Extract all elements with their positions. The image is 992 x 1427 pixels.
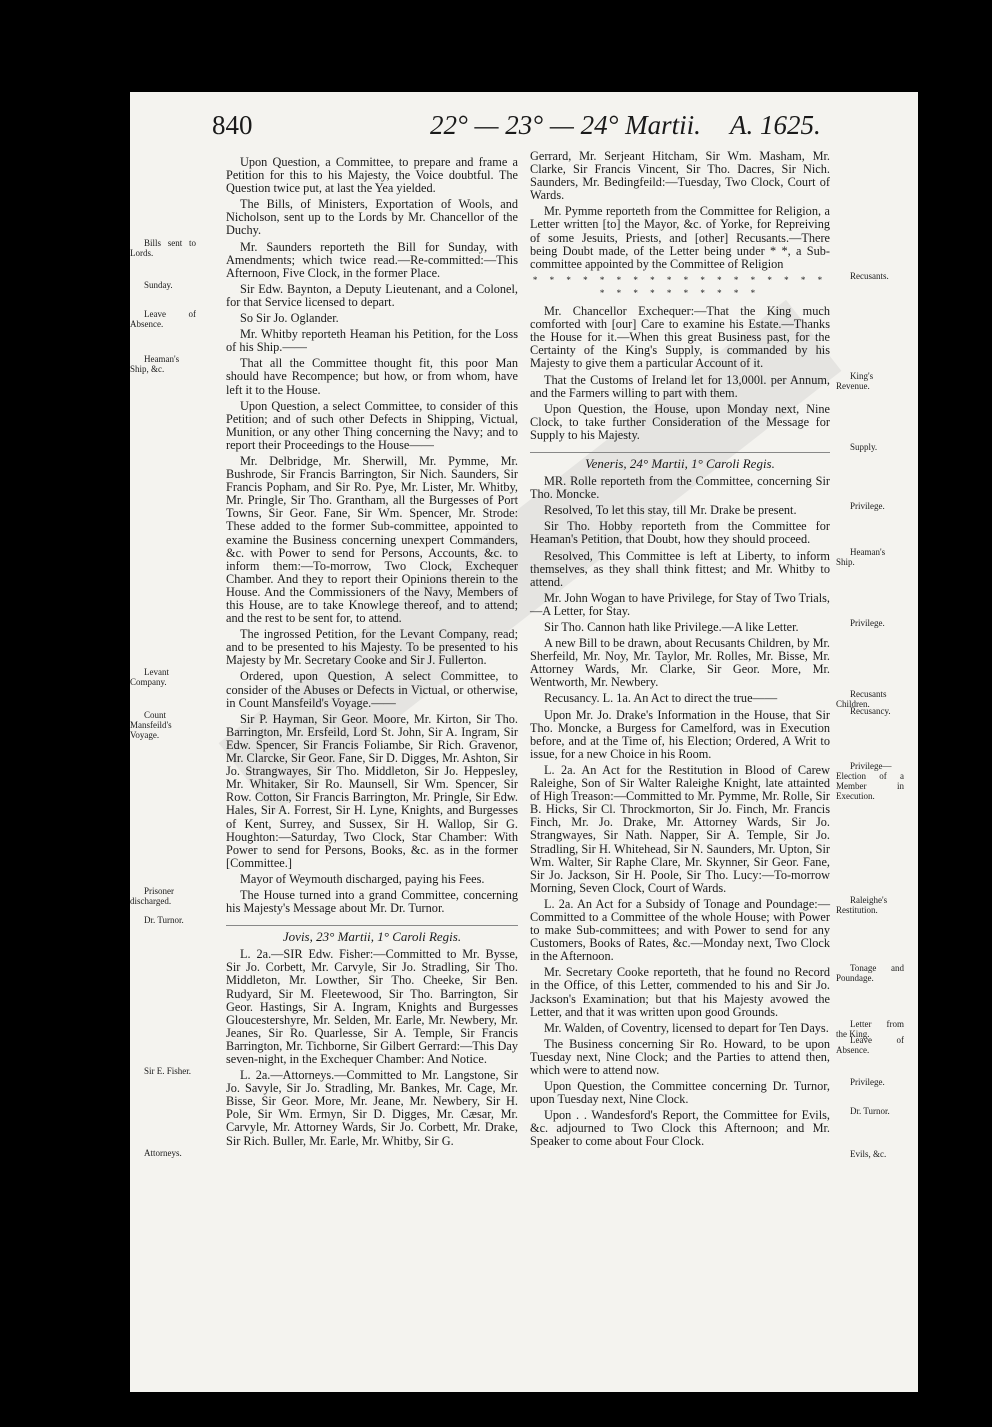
margin-note: Leave of Absence.: [836, 1034, 904, 1055]
margin-note: Sunday.: [144, 279, 173, 290]
entry-text: Gerrard, Mr. Serjeant Hitcham, Sir Wm. Masham, Mr. Clarke, Sir Francis Vincent, Sir Tho. Dacres, Sir Nich. Saunders, Mr. Bedingfeild:—Tuesday, Two Clock, Court of Wards.: [530, 149, 830, 203]
entry-text: Upon Mr. Jo. Drake's Information in the House, that Sir Tho. Moncke, a Burgess for Camelford, was in Execution before, and at the Time of, his Election; Ordered, A Writ to issue, for a new Choice in his Room.: [530, 707, 830, 761]
margin-note: Levant Company.: [130, 667, 169, 688]
entry-text: The Business concerning Sir Ro. Howard, to be upon Tuesday next, Nine Clock; and the Parties to attend then, which were to attend now.: [530, 1036, 830, 1077]
margin-note: Letter from the King.: [836, 1018, 904, 1039]
entry-text: Mr. Delbridge, Mr. Sherwill, Mr. Pymme, Mr. Bushrode, Sir Francis Barrington, Sir Nich. Saunders, Sir Francis Popham, and Sir Ro. Pye, Mr. Lister, Mr. Whitby, Mr. Pringle, Sir Tho. Grantham, all the Burgesses of Port Towns, Sir Geor. Fane, Sir Wm. Spencer, Mr. Strode: These added to the former Sub-committee, appointed to examine the Business concerning unexpert Commanders, &c. with Power to send for Persons, Accounts, &c. to inform them:—To-morrow, Two Clock, Exchequer Chamber. And they to report their Opinions therein to the House. And the Commissioners of the Navy, Members of this House, are to take Knowlege thereof, and to attend; and the rest to be sent for, to attend.: [226, 453, 518, 626]
journal-page: [130, 92, 918, 1392]
entry-text: Recusancy. L. 1a. An Act to direct the true——: [544, 691, 778, 706]
journal-entry: [530, 519, 886, 567]
page-dates: 22° — 23° — 24° Martii.: [430, 110, 701, 140]
margin-note: Count Mansfeild's Voyage.: [130, 709, 172, 740]
day-heading: Veneris, 24° Martii, 1° Caroli Regis.: [530, 452, 830, 470]
margin-note: Privilege.: [850, 501, 885, 512]
entry-text: That all the Committee thought fit, this poor Man should have Recompence; but how, or from whom, have left it to the House.: [226, 356, 518, 397]
margin-note: Dr. Turnor.: [144, 915, 184, 926]
omission-stars: * * * * * * * * * * * * * * * * * * * * * * * * * * * *: [532, 274, 828, 298]
margin-note: Supply.: [850, 441, 878, 452]
entry-text: Sir P. Hayman, Sir Geor. Moore, Mr. Kirton, Sir Tho. Barrington, Mr. Ersfeild, Lord St. John, Sir A. Ingram, Sir Edw. Spencer, Sir Francis Foliambe, Sir Rich. Gravenor, Mr. Clarcke, Sir Geor. Fane, Sir D. Digges, Mr. Ashton, Sir Jo. Strangwayes, Sir Tho. Middleton, Sir Jo. Heppesley, Mr. Whitaker, Sir Ro. Maunsell, Sir Wm. Spencer, Sir Row. Cotton, Sir Francis Barrington, Mr. Pringle, Sir Edw. Hales, Sir A. Forrest, Sir H. Lyne, Knights, and Burgesses of Kent, Surrey, and Sussex, Sir H. Wallop, Sir G. Houghton:—Saturday, Two Clock, Star Chamber: With Power to send for Persons, Books, &c. as in the former [Committee.]: [226, 711, 518, 870]
margin-note: King's Revenue.: [836, 370, 874, 391]
entry-text: MR. Rolle reporteth from the Committee, concerning Sir Tho. Moncke.: [530, 474, 830, 502]
journal-entry: [226, 713, 518, 870]
page-number: 840: [212, 110, 253, 140]
entry-text: Mr. John Wogan to have Privilege, for Stay of Two Trials,—A Letter, for Stay.: [530, 590, 830, 618]
journal-entry: [530, 204, 889, 281]
journal-entry: [226, 400, 518, 452]
entry-text: L. 2a. An Act for the Restitution in Blood of Carew Raleighe, Son of Sir Walter Raleighe Knight, late attainted of High Treason:—Committed to Mr. Pymme, Mr. Rolle, Sir B. Hicks, Sir Cl. Throckmorton, Sir Jo. Finch, Mr. Francis Finch, Mr. Jo. Drake, Mr. Attorney Wards, Sir Jo. Strangwayes, Sir Nath. Napper, Sir A. Temple, Sir Jo. Stradling, Sir H. Whitehead, Sir N. Saunders, Mr. Upton, Sir Wm. Walter, Sir Raphe Clare, Mr. Skynner, Sir Geor. Fane, Sir Jo. Jackson, Sir H. Poole, Sir Tho. Lucy:—To-morrow Morning, Seven Clock, Court of Wards.: [530, 762, 830, 895]
journal-entry: [226, 357, 518, 396]
journal-entry: [226, 455, 518, 625]
margin-note: Recusants.: [850, 270, 889, 281]
entry-text: That the Customs of Ireland let for 13,000l. per Annum, and the Farmers willing to part with them.: [530, 372, 830, 400]
entry-text: Mr. Secretary Cooke reporteth, that he found no Record in the Office, of this Letter, commended to his and Sir Jo. Jackson's Examination; but that his Majesty avowed the Letter, and that it was written upon good Grounds.: [530, 965, 830, 1019]
entry-text: Mr. Walden, of Coventry, licensed to depart for Ten Days.: [544, 1020, 829, 1035]
journal-entry: [530, 621, 830, 634]
entry-text: Mr. Whitby reporteth Heaman his Petition, for the Loss of his Ship.——: [226, 327, 518, 355]
journal-entry: [144, 947, 518, 1077]
entry-text: Upon . . Wandesford's Report, the Committee for Evils, &c. adjourned to Two Clock this Afternoon; and Mr. Speaker to come about Four Clock.: [530, 1108, 830, 1149]
right-column: [530, 149, 904, 1159]
entry-text: Resolved, To let this stay, till Mr. Drake be present.: [544, 503, 797, 518]
entry-text: Mayor of Weymouth discharged, paying his Fees.: [240, 871, 485, 886]
margin-note: Leave of Absence.: [130, 309, 196, 330]
entry-text: Resolved, This Committee is left at Liberty, to inform themselves, as they shall think fittest; and Mr. Whitby to attend.: [530, 548, 830, 589]
margin-note: Recusancy.: [850, 705, 891, 716]
margin-note: Dr. Turnor.: [850, 1106, 890, 1117]
entry-text: Mr. Pymme reporteth from the Committee for Religion, a Letter written [to] the Mayor, &c. of Yorke, for Repreiving of some Jesuits, Priests, and [other] Recusants.—There being Doubt made, of the Letter being under * *, a Sub-committee appointed by the Committee of Religion: [530, 204, 830, 271]
entry-text: Sir Tho. Hobby reporteth from the Committee for Heaman's Petition, that Doubt, how they should proceed.: [530, 519, 830, 547]
journal-entry: [130, 327, 518, 375]
entry-text: So Sir Jo. Oglander.: [240, 311, 339, 326]
margin-note: Sir E. Fisher.: [144, 1066, 192, 1077]
margin-note: Tonage and Poundage.: [836, 963, 904, 984]
entry-text: L. 2a.—Attorneys.—Committed to Mr. Langstone, Sir Jo. Savyle, Sir Jo. Stradling, Mr. Bankes, Mr. Cage, Mr. Bisse, Sir Geor. More, Mr. Jeane, Mr. Newbery, Sir H. Pole, Sir Wm. Ermyn, Sir D. Digges, Mr. Cæsar, Mr. Carvyle, Mr. Attorney Wards, Sir Jo. Corbett, Mr. Drake, Sir Rich. Buller, Mr. Earle, Mr. Whitby, Sir G.: [226, 1068, 518, 1148]
entry-text: Upon Question, the House, upon Monday next, Nine Clock, to take further Consideration of the Message for Supply to his Majesty.: [530, 401, 830, 442]
left-column: [130, 155, 518, 1158]
entry-text: The ingrossed Petition, for the Levant Company, read; and to be presented to his Majesty. To be presented to his Majesty by Mr. Secretary Cooke and Sir J. Fullerton.: [226, 627, 518, 668]
entry-text: Upon Question, a Committee, to prepare and frame a Petition for this to his Majesty, the Voice doubtful. The Question twice put, at last the Yea yielded.: [226, 155, 518, 196]
margin-note: Bills sent to Lords.: [130, 237, 196, 258]
entry-text: L. 2a.—SIR Edw. Fisher:—Committed to Mr. Bysse, Sir Jo. Corbett, Mr. Carvyle, Sir Jo. Stradling, Sir Tho. Middleton, Mr. Lowther, Sir Tho. Cheeke, Sir Ben. Rudyard, Sir M. Fleetewood, Sir Tho. Barrington, Sir Geor. Hastings, Sir A. Ingram, Knights and Burgesses Gloucestershyre, Mr. Selden, Mr. Earle, Mr. Newbery, Mr. Jeanes, Sir Ro. Quarlesse, Sir A. Temple, Sir Francis Barrington, Mr. Tichborne, Sir Gilbert Gerrard:—This Day seven-night, in the Exchequer Chamber: And Notice.: [226, 947, 518, 1066]
entry-text: Sir Tho. Cannon hath like Privilege.—A like Letter.: [544, 620, 799, 634]
margin-note: Privilege.: [850, 618, 885, 628]
margin-note: Privilege.: [850, 1077, 885, 1088]
entry-text: The Bills, of Ministers, Exportation of Wools, and Nicholson, sent up to the Lords by Mr. Chancellor of the Duchy.: [226, 197, 518, 238]
entry-text: A new Bill to be drawn, about Recusants Children, by Mr. Sherfeild, Mr. Noy, Mr. Taylor, Mr. Rolles, Mr. Bisse, Mr. Attorney Wards, Mr. Clarke, Sir Geor. More, Mr. Wentworth, Mr. Newbery.: [530, 636, 830, 690]
day-heading: Jovis, 23° Martii, 1° Caroli Regis.: [226, 925, 518, 943]
margin-note: Prisoner discharged.: [130, 885, 174, 906]
journal-entry: [226, 156, 518, 195]
entry-text: Mr. Chancellor Exchequer:—That the King much comforted with [our] Care to examine his Estate.—Thanks the House for it.—When this great Business past, for the Certainty of the King's Supply, is commanded by his Majesty to give them a particular Account of it.: [530, 304, 830, 371]
journal-entry: [130, 627, 518, 688]
entry-text: Ordered, upon Question, A select Committee, to consider of the Abuses or Defects in Victual, or otherwise, in Count Mansfeild's Voyage.——: [226, 669, 518, 710]
margin-note: Privilege—Election of a Member in Execution.: [836, 760, 904, 801]
page-year: A. 1625.: [730, 110, 821, 140]
margin-note: Raleighe's Restitution.: [836, 894, 888, 915]
journal-entry: [530, 550, 830, 589]
entry-text: The House turned into a grand Committee, concerning his Majesty's Message about Mr. Dr. Turnor.: [226, 887, 518, 916]
margin-note: Evils, &c.: [850, 1148, 887, 1159]
journal-entry: [530, 504, 830, 517]
margin-note: Attorneys.: [144, 1147, 182, 1158]
entry-text: Upon Question, a select Committee, to consider of this Petition; and of such other Defects in Shipping, Victual, Munition, or any other Thing concerning the Navy; and to report their Proceedings to the House——: [226, 398, 518, 452]
entry-text: L. 2a. An Act for a Subsidy of Tonage and Poundage:—Committed to a Committee of the whole House; with Power to make Sub-committees; and with Power to send for any Customers, Books of Rates, &c.—Monday next, Two Clock in the Afternoon.: [530, 896, 830, 964]
entry-text: Mr. Saunders reporteth the Bill for Sunday, with Amendments; which twice read.—Re-committed:—This Afternoon, Five Clock, in the former Place.: [226, 239, 518, 280]
entry-text: Upon Question, the Committee concerning Dr. Turnor, upon Tuesday next, Nine Clock.: [530, 1079, 830, 1107]
journal-entry: [530, 150, 830, 202]
entry-text: Sir Edw. Baynton, a Deputy Lieutenant, and a Colonel, for that Service licensed to depart.: [226, 281, 518, 309]
margin-note: Heaman's Ship.: [836, 546, 886, 567]
journal-entry: [530, 401, 878, 452]
journal-entry: [226, 312, 518, 325]
margin-note: Recusants Children.: [836, 689, 887, 710]
journal-entry: [130, 197, 518, 258]
journal-entry: [530, 374, 830, 400]
margin-note: Heaman's Ship, &c.: [130, 354, 180, 375]
